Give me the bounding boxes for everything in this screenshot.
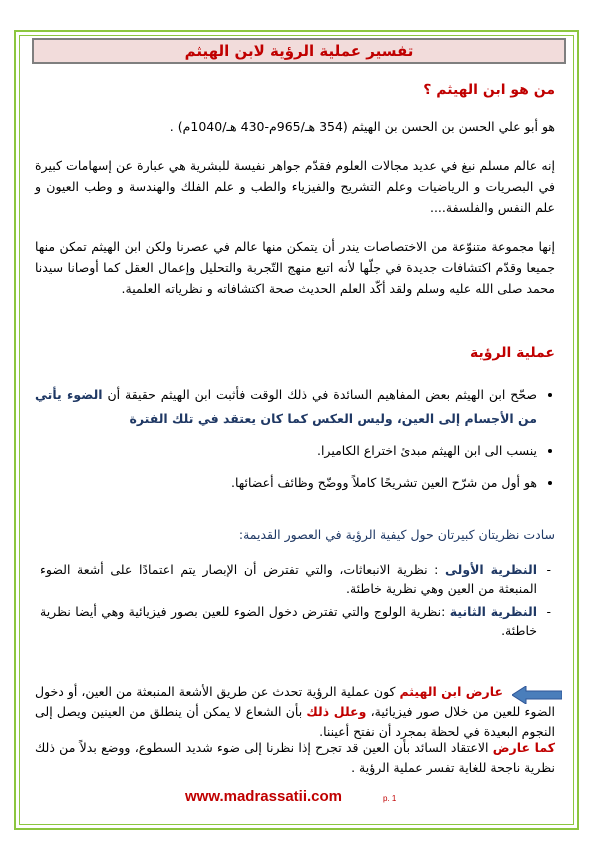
page-title: تفسير عملية الرؤية لابن الهيثم: [32, 38, 566, 64]
bright-light-lead: كما عارض: [492, 740, 555, 755]
name-line: هو أبو علي الحسن بن الحسن بن الهيثم (354 هـ/965م-430 هـ/1040م) .: [169, 119, 555, 134]
website-footer: www.madrassatii.com: [185, 788, 343, 805]
paragraph-intro: إنه عالم مسلم نبغ في عديد مجالات العلوم فقدّم جواهر نفيسة للبشرية هي عبارة عن إسهامات كبيرة في البصريات و الرياضيات وعلم التشريح والفيزياء والطب و علم الفلك والهندسة و وطب العيون و علم النفس والفلسفة....: [35, 158, 555, 215]
theories-list: [40, 560, 555, 640]
paragraph-bright-light: [35, 738, 555, 778]
bullet-light-text: صحّح ابن الهيثم بعض المفاهيم السائدة في ذلك الوقت فأثبت ابن الهيثم حقيقة أن: [102, 387, 537, 402]
bright-light-text: الاعتقاد السائد بأن العين قد تجرح إذا نظرنا إلى ضوء شديد السطوع، ووضع بدلاً من ذلك نظرية ناجحة للغاية تفسر عملية الرؤية .: [35, 740, 555, 775]
objection-lead: عارض ابن الهيثم: [399, 684, 503, 699]
bullet-light-bold: الضوء يأتي من الأجسام إلى العين، وليس العكس كما كان يعتقد في تلك الفترة: [35, 387, 537, 426]
objection-text-1: كون عملية الرؤية تحدث عن طريق الأشعة المنبعثة من العين، أو دخول الضوء للعين من خلال صور فيزيائية،: [35, 684, 556, 719]
theory-1-label: النظرية الأولى: [445, 562, 537, 577]
theory-2-label: النظرية الثانية: [449, 604, 538, 619]
bullet-camera: • ينسب الى ابن الهيثم مبدئ اختراع الكاميرا.: [35, 439, 537, 463]
theories-intro: سادت نظريتان كبيرتان حول كيفية الرؤية في العصور القديمة:: [238, 527, 555, 542]
theory-emission: [40, 560, 537, 598]
vision-bullets: [35, 383, 555, 495]
theory-1-text: : نظرية الانبعاثات، والتي تفترض أن الإبصار يتم اعتمادًا على أشعة الضوء المنبعثة من العين وهي نظرية خاطئة.: [40, 562, 537, 596]
objection-text-2: بأن الشعاع لا يمكن أن ينطلق من العينين ويصل إلى النجوم البعيدة في لحظة بمجرد أن نفتح أعيننا.: [35, 704, 555, 739]
heading-vision: عملية الرؤية: [470, 345, 555, 361]
section-vision: [35, 343, 555, 364]
paragraph-specialties: إنها مجموعة متنوّعة من الاختصاصات يندر أن يتمكن منها عالم في عصرنا ولكن ابن الهيثم تمكن منها جميعا وقدّم اكتشافات جديدة في جلّها لأنه اتبع منهج التّجربة والتحليل وإعمال العقل كما أوصانا سيدنا محمد صلى الله عليه وسلم ولقد أكّد العلم الحديث صحة اكتشافاته و نظرياته العلمية.: [35, 239, 555, 296]
bullet-eye-anatomy: • هو أول من شرّح العين تشريحًا كاملاً ووضّح وظائف أعضائها.: [35, 471, 537, 495]
page-number: p. 1: [383, 794, 397, 803]
paragraph-objection: [35, 682, 555, 742]
theory-intromission: [40, 602, 537, 640]
heading-who: من هو ابن الهيثم ؟: [423, 82, 555, 98]
theory-2-text: :نظرية الولوج والتي تفترض دخول الضوء للعين بصور فيزيائية وهي أيضا نظرية خاطئة.: [40, 604, 537, 638]
bullet-light-direction: [35, 383, 537, 431]
objection-reason-lead: وعلل ذلك: [306, 704, 367, 719]
section-who: [35, 80, 555, 101]
